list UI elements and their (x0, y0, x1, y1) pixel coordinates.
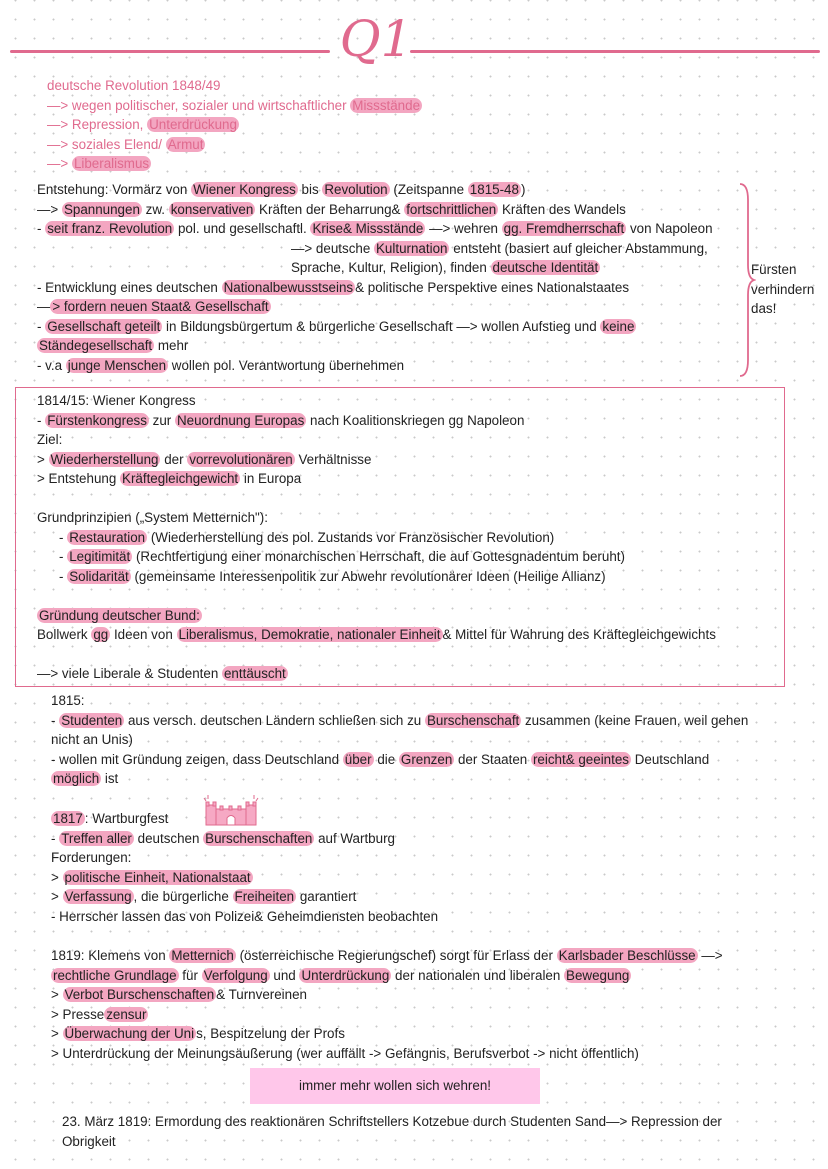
highlight: Liberalismus (73, 156, 150, 171)
text-span: ) (520, 182, 526, 197)
text-line (51, 829, 438, 849)
highlight: deutsche Identität (492, 260, 599, 275)
kongress-section (37, 391, 716, 684)
intro-line (47, 115, 422, 135)
text-line: Obrigkeit (62, 1133, 116, 1149)
text-line (37, 317, 713, 337)
text-span: verhindern (751, 281, 815, 297)
text-span: Kräften des Wandels (498, 201, 626, 217)
text-span: aus versch. deutschen Ländern schließen sich zu (124, 712, 425, 728)
highlight: Studenten (61, 712, 123, 728)
highlight: Kulturnation (376, 240, 448, 256)
text-span: Deutschland (630, 751, 710, 767)
text-line: Ziel: (37, 432, 63, 447)
highlight: Unterdrückung (149, 117, 237, 132)
text-span: - wollen mit Gründung zeigen, dass Deutschland (51, 751, 343, 767)
highlight: Gründung deutscher Bund: (39, 607, 200, 623)
text-span: — (37, 299, 51, 314)
highlight: Verfolgung (203, 967, 268, 983)
text-span: —> wehren (425, 221, 502, 236)
text-span: —> soziales Elend/ (47, 136, 166, 152)
text-span: auf Wartburg (314, 830, 395, 846)
text-span: > (51, 987, 63, 1002)
text-line (37, 336, 713, 356)
text-span: entsteht (basiert auf gleicher Abstammung, (449, 240, 708, 256)
text-line: nicht an Unis) (51, 732, 133, 747)
text-span: der (160, 451, 188, 467)
highlight: Kräftegleichgewicht (122, 471, 239, 486)
text-line (37, 297, 713, 317)
highlight: Verbot Burschenschaften (64, 987, 215, 1002)
text-span: —> Repression, (47, 117, 148, 132)
text-line (37, 356, 713, 376)
text-span: > Presse (51, 1006, 105, 1022)
text-span: - (59, 568, 68, 584)
highlight: 1815-48 (469, 182, 519, 197)
text-span: - (59, 529, 68, 545)
highlight: Ständegesellschaft (39, 338, 153, 353)
text-line: - Herrscher lassen das von Polizei& Geheimdiensten beobachten (51, 908, 439, 924)
callout-box: immer mehr wollen sich wehren! (250, 1068, 540, 1104)
text-span: Fürsten (751, 262, 797, 277)
text-span: (Wiederherstellung des pol. Zustands vor Französischer Revolution) (147, 529, 555, 545)
entstehung-section (37, 180, 713, 375)
intro-line (47, 135, 422, 155)
highlight: gg (93, 627, 109, 642)
highlight: Liberalismus, Demokratie, nationaler Einheit (178, 627, 441, 642)
text-span: , die bürgerliche (133, 889, 233, 904)
text-span: Verhältnisse (294, 451, 372, 467)
text-span: ist (101, 771, 119, 786)
text-span: von Napoleon (626, 221, 713, 236)
highlight: enttäuscht (223, 666, 286, 681)
highlight: junge Menschen (67, 357, 167, 373)
intro-section (47, 76, 422, 174)
text-line (37, 278, 713, 298)
highlight: vorrevolutionären (189, 451, 293, 467)
highlight: Bewegung (566, 967, 630, 983)
text-line (51, 750, 748, 770)
title-line-right (410, 50, 820, 53)
highlight: Nationalbewusstseins (223, 279, 354, 295)
text-span: Ideen von (110, 627, 177, 642)
text-line (37, 258, 713, 278)
side-note (751, 260, 814, 319)
text-line (51, 946, 723, 966)
highlight: Spannungen (63, 201, 140, 217)
text-line (37, 219, 713, 239)
text-span: s, Bespitzelung der Profs (196, 1026, 345, 1041)
text-span: —> (37, 201, 62, 217)
highlight: Neuordnung Europas (176, 412, 305, 428)
text-line (37, 528, 716, 548)
text-span: pol. und gesellschaftl. (174, 221, 311, 236)
text-line (37, 606, 716, 626)
text-span: (Zeitspanne (389, 182, 468, 197)
text-line (51, 887, 438, 907)
highlight: Verfassung (64, 889, 132, 904)
highlight: Überwachung der Uni (64, 1026, 195, 1041)
text-span: deutschen (133, 830, 204, 846)
text-span: in Bildungsbürgertum & bürgerliche Gesellschaft —> wollen Aufstieg und (162, 318, 601, 334)
highlight: konservativen (170, 201, 254, 217)
text-line (37, 625, 716, 645)
text-span: zur (148, 412, 175, 428)
highlight: > fordern neuen Staat& Gesellschaft (52, 299, 269, 314)
highlight: über (344, 751, 372, 767)
highlight: Revolution (324, 182, 388, 197)
text-span: in Europa (240, 471, 302, 486)
intro-line (47, 154, 422, 174)
text-span: —> (697, 948, 723, 963)
text-line: 1814/15: Wiener Kongress (37, 393, 196, 408)
text-span: Bollwerk (37, 627, 92, 642)
text-span: Kräften der Beharrung& (255, 201, 405, 217)
highlight: zensur (106, 1006, 147, 1022)
text-line: Grundprinzipien („System Metternich"): (37, 510, 268, 525)
text-span: garantiert (296, 889, 357, 904)
text-span: > (37, 451, 49, 467)
text-span: - Entwicklung eines deutschen (37, 279, 222, 295)
highlight: Wiener Kongress (193, 182, 296, 197)
highlight: Treffen aller (61, 830, 132, 846)
text-line (51, 966, 723, 986)
highlight: Grenzen (400, 751, 453, 767)
highlight: Burschenschaft (426, 712, 520, 728)
text-line (51, 711, 748, 731)
highlight: Karlsbader Beschlüsse (558, 948, 696, 963)
section-1815 (51, 691, 748, 789)
highlight: Burschenschaften (205, 830, 313, 846)
text-span: > (51, 869, 63, 885)
text-line (51, 1005, 723, 1025)
text-span: und (269, 967, 300, 983)
text-span: - (59, 549, 68, 564)
highlight: reicht& geeintes (532, 751, 629, 767)
highlight: Krise& Missstände (312, 221, 424, 236)
text-span: wollen pol. Verantwortung übernehmen (168, 357, 405, 373)
text-line (51, 769, 748, 789)
highlight: gg. Fremdherrschaft (503, 221, 625, 236)
text-span: - (37, 221, 46, 236)
text-span: (gemeinsame Interessenpolitik zur Abwehr revolutionärer Ideen (Heilige Allianz) (130, 568, 606, 584)
text-span: & Mittel für Wahrung des Kräftegleichgewichts (442, 627, 716, 642)
text-span: (österreichische Regierungschef) sorgt für Erlass der (235, 948, 557, 963)
intro-line (47, 96, 422, 116)
title-line-left (10, 50, 330, 53)
text-span: & Turnvereinen (216, 987, 307, 1002)
highlight: politische Einheit, Nationalstaat (64, 869, 251, 885)
intro-line: deutsche Revolution 1848/49 (47, 78, 221, 93)
highlight: Solidarität (69, 568, 129, 584)
highlight: Armut (167, 136, 204, 152)
highlight: Gesellschaft geteilt (47, 318, 161, 334)
text-span: der nationalen und liberalen (391, 967, 565, 983)
highlight: Restauration (69, 529, 146, 545)
text-line (51, 868, 438, 888)
highlight: rechtliche Grundlage (53, 967, 177, 983)
text-span: zusammen (keine Frauen, weil gehen (521, 712, 749, 728)
text-span: - v.a (37, 357, 66, 373)
final-section (62, 1112, 722, 1151)
text-span: —> wegen politischer, sozialer und wirtschaftlicher (47, 97, 351, 113)
text-span: —> deutsche (291, 240, 374, 256)
highlight: 1817 (53, 811, 83, 826)
text-span: > (51, 889, 63, 904)
text-line (37, 567, 716, 587)
highlight: Metternich (171, 948, 234, 963)
text-span: - (37, 318, 46, 334)
text-span: & politische Perspektive eines Nationalstaates (355, 279, 630, 295)
text-span: nach Koalitionskriegen gg Napoleon (306, 412, 525, 428)
text-span: —> (47, 156, 72, 171)
highlight: Wiederherstellung (50, 451, 159, 467)
text-line (37, 180, 713, 200)
highlight: Freiheiten (234, 889, 295, 904)
highlight: seit franz. Revolution (47, 221, 173, 236)
text-line (51, 1024, 723, 1044)
text-line (37, 239, 713, 259)
text-span: Entstehung: Vormärz von (37, 182, 192, 197)
text-line: > Unterdrückung der Meinungsäußerung (wer auffällt -> Gefängnis, Berufsverbot -> nicht öffentlich) (51, 1045, 639, 1061)
highlight: keine (602, 318, 635, 334)
text-span: das! (751, 301, 777, 316)
text-span: (Rechtfertigung einer monarchischen Herrschaft, die auf Gottesgnadentum beruht) (132, 549, 625, 564)
text-span: Sprache, Kultur, Religion), finden (291, 260, 491, 275)
text-span: der Staaten (454, 751, 531, 767)
section-1819 (51, 946, 723, 1063)
highlight: Missstände (352, 97, 421, 113)
text-line (37, 547, 716, 567)
text-span: —> viele Liberale & Studenten (37, 666, 222, 681)
text-line (37, 200, 713, 220)
page-title: Q1 (339, 10, 413, 68)
highlight: möglich (53, 771, 100, 786)
text-span: mehr (154, 338, 189, 353)
text-line: Forderungen: (51, 850, 132, 865)
text-line (37, 450, 716, 470)
text-line (37, 664, 716, 684)
text-span: bis (297, 182, 323, 197)
text-line (37, 411, 716, 431)
text-span: 1819: Klemens von (51, 948, 170, 963)
highlight: Legitimität (69, 549, 131, 564)
highlight: fortschrittlichen (406, 201, 497, 217)
text-span: die (373, 751, 399, 767)
text-span: - (37, 412, 46, 428)
text-span: zw. (141, 201, 169, 217)
text-span: für (178, 967, 202, 983)
text-line: 23. März 1819: Ermordung des reaktionären Schriftstellers Kotzebue durch Studenten Sand—> Repression der (62, 1114, 722, 1129)
text-span: : Wartburgfest (84, 811, 169, 826)
text-line (51, 985, 723, 1005)
castle-icon (200, 793, 262, 827)
text-span: > Entstehung (37, 471, 121, 486)
text-line (37, 469, 716, 489)
text-span: > (51, 1026, 63, 1041)
text-span: - (51, 830, 60, 846)
text-line: 1815: (51, 693, 85, 708)
highlight: Fürstenkongress (47, 412, 147, 428)
highlight: Unterdrückung (301, 967, 390, 983)
text-span: - (51, 712, 60, 728)
